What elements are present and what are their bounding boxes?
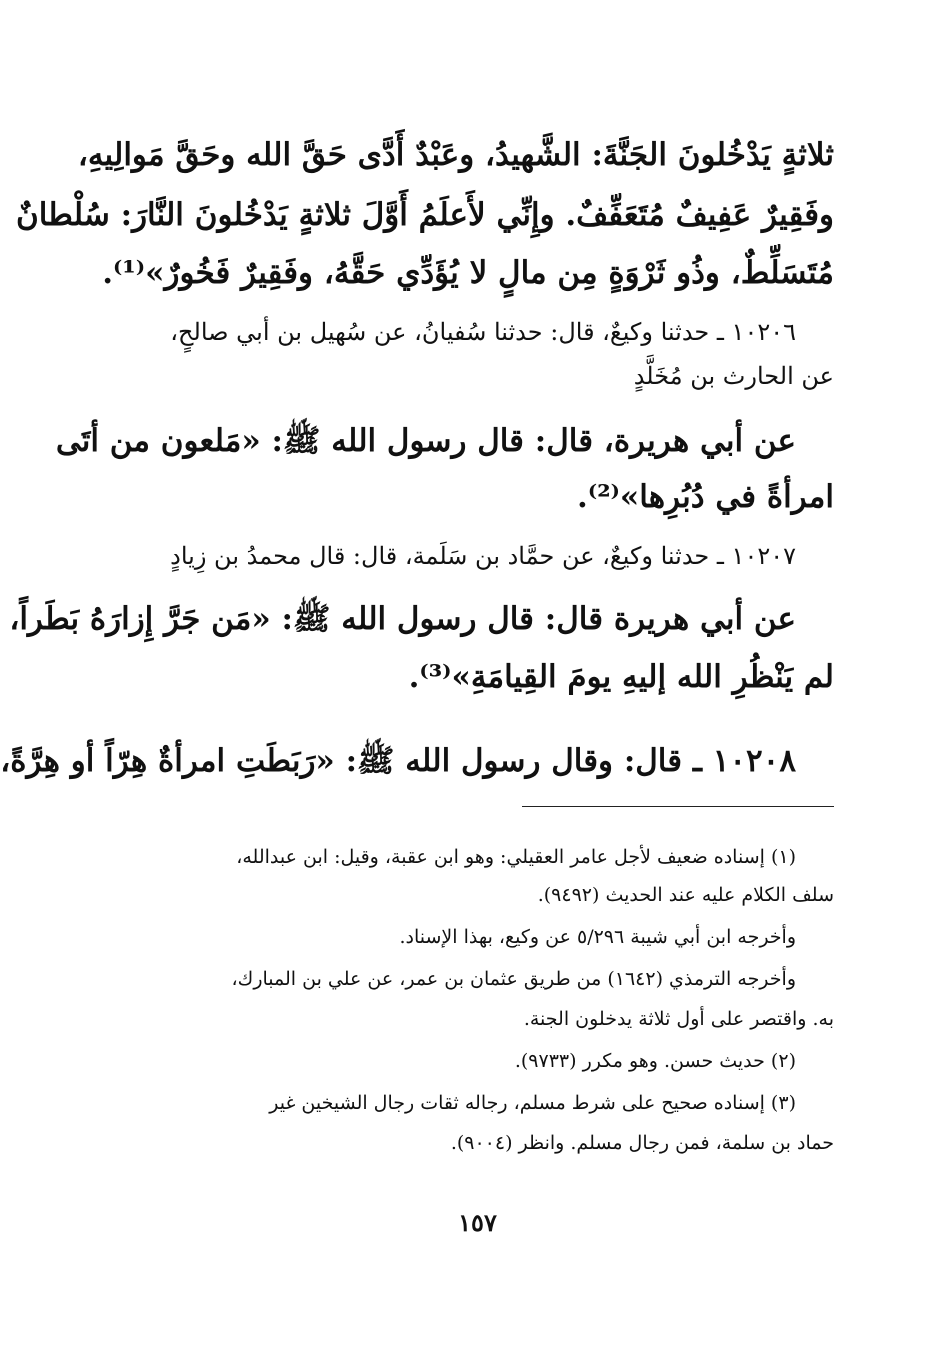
- footnote-3-line-1: (٣) إسناده صحيح على شرط مسلم، رجاله ثقات رجال الشيخين غير: [269, 1092, 796, 1114]
- isnad-10207: ١٠٢٠٧ ـ حدثنا وكيعٌ، عن حمَّاد بن سَلَمة، قال: قال محمدُ بن زِيادٍ: [170, 542, 796, 570]
- footnote-3-line-2: حماد بن سلمة، فمن رجال مسلم. وانظر (٩٠٠٤).: [450, 1132, 834, 1154]
- footnote-1-line-2: سلف الكلام عليه عند الحديث (٩٤٩٢).: [537, 884, 834, 906]
- matn-10207-line-1: عن أبي هريرة قال: قال رسول الله ﷺ: «مَن جَرَّ إِزارَهُ بَطَراً،: [9, 601, 796, 637]
- footnote-2: (٢) حديث حسن. وهو مكرر (٩٧٣٣).: [514, 1050, 796, 1072]
- main-text-line-2: وفَقِيرٌ عَفِيفٌ مُتَعَفِّفٌ. وإِنِّي لأَعلَمُ أَوَّلَ ثلاثةٍ يَدْخُلونَ النَّارَ: سُلْطانٌ: [15, 197, 834, 233]
- footnote-1-line-1: (١) إسناده ضعيف لأجل عامر العقيلي: وهو ابن عقبة، وقيل: ابن عبدالله،: [236, 846, 796, 868]
- isnad-10206-line-2: عن الحارث بن مُخَلَّدٍ: [633, 362, 834, 390]
- footnote-separator: [522, 806, 834, 807]
- footnote-1-line-5: به. واقتصر على أول ثلاثة يدخلون الجنة.: [523, 1008, 834, 1030]
- main-text-line-3: مُتَسَلِّطٌ، وذُو ثَرْوَةٍ مِن مالٍ لا يُؤَدِّي حَقَّهُ، وفَقِيرٌ فَخُورٌ»⁽¹⁾.: [102, 255, 834, 291]
- footnote-1-line-4: وأخرجه الترمذي (١٦٤٢) من طريق عثمان بن عمر، عن علي بن المبارك،: [231, 968, 796, 990]
- main-text-line-1: ثلاثةٍ يَدْخُلونَ الجَنَّةَ: الشَّهيدُ، وعَبْدٌ أَدَّى حَقَّ الله وحَقَّ مَوالِيهِ،: [77, 137, 834, 173]
- isnad-10206-line-1: ١٠٢٠٦ ـ حدثنا وكيعٌ، قال: حدثنا سُفيانُ، عن سُهيل بن أبي صالحٍ،: [170, 318, 796, 346]
- page-number: ١٥٧: [458, 1208, 497, 1237]
- matn-10206-line-1: عن أبي هريرة، قال: قال رسول الله ﷺ: «مَلعون من أتَى: [55, 423, 796, 459]
- hadith-10208-line-1: ١٠٢٠٨ ـ قال: وقال رسول الله ﷺ: «رَبَطَتِ امرأةٌ هِرّاً أو هِرَّةً،: [0, 743, 796, 779]
- footnote-1-line-3: وأخرجه ابن أبي شيبة ٥/٢٩٦ عن وكيع، بهذا الإسناد.: [399, 926, 796, 948]
- matn-10206-line-2: امرأةً في دُبُرِها»⁽²⁾.: [577, 479, 834, 515]
- matn-10207-line-2: لم يَنْظُرِ الله إليهِ يومَ القِيامَةِ»⁽³⁾.: [408, 659, 834, 695]
